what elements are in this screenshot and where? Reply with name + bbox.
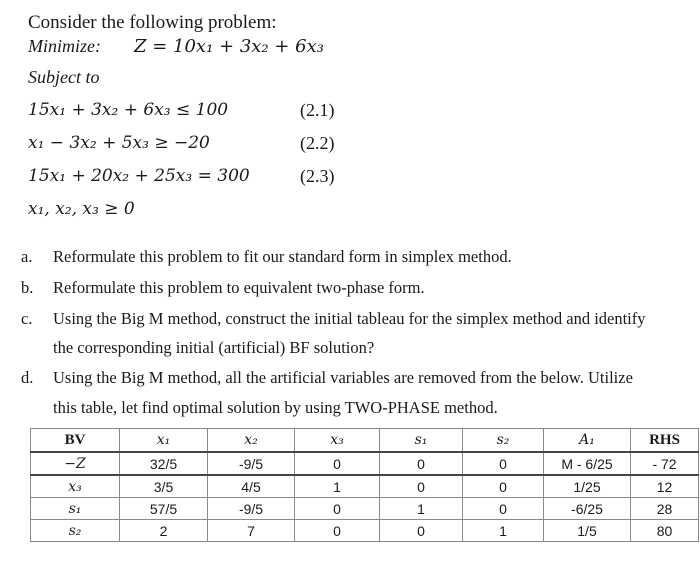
row-basic-variable: s₁ [31, 498, 120, 520]
table-cell: 1 [295, 475, 380, 498]
constraint-3: 15x₁ + 20x₂ + 25x₃ = 300 [28, 166, 250, 186]
part-c-text-line1: Using the Big M method, construct the initial tableau for the simplex method and identify [53, 309, 646, 328]
table-cell: 0 [380, 452, 463, 475]
table-cell: 2 [120, 520, 208, 542]
header-bv: BV [31, 429, 120, 453]
table-cell: 0 [295, 498, 380, 520]
constraint-2-label: (2.2) [300, 133, 335, 153]
header-s2: s₂ [463, 429, 544, 453]
table-cell: -9/5 [208, 452, 295, 475]
table-cell: 32/5 [120, 452, 208, 475]
table-cell: - 72 [631, 452, 699, 475]
table-cell: 12 [631, 475, 699, 498]
minimize-label: Minimize: [28, 36, 101, 56]
header-x3: x₃ [295, 429, 380, 453]
part-a-text: Reformulate this problem to fit our standard form in simplex method. [53, 247, 512, 266]
table-cell: 3/5 [120, 475, 208, 498]
table-cell: 0 [295, 520, 380, 542]
table-cell: 0 [380, 520, 463, 542]
part-d-text-line1: Using the Big M method, all the artificial variables are removed from the below. Utilize [53, 368, 633, 387]
table-cell: 1/5 [544, 520, 631, 542]
objective-function: Z = 10x₁ + 3x₂ + 6x₃ [134, 36, 324, 57]
tableau-header-row [31, 429, 699, 453]
table-cell: -9/5 [208, 498, 295, 520]
part-d-text-line2: this table, let find optimal solution by using TWO-PHASE method. [53, 398, 498, 417]
table-cell: 80 [631, 520, 699, 542]
table-cell: -6/25 [544, 498, 631, 520]
table-cell: M - 6/25 [544, 452, 631, 475]
nonnegativity-constraint: x₁, x₂, x₃ ≥ 0 [28, 199, 135, 219]
table-row [31, 452, 699, 475]
header-rhs: RHS [631, 429, 699, 453]
table-row [31, 475, 699, 498]
part-c-text-line2: the corresponding initial (artificial) BF solution? [53, 338, 375, 357]
problem-intro: Consider the following problem: [28, 12, 277, 33]
table-cell: 0 [463, 452, 544, 475]
table-cell: 0 [463, 475, 544, 498]
constraint-1-label: (2.1) [300, 100, 335, 120]
table-cell: 0 [295, 452, 380, 475]
table-cell: 0 [463, 498, 544, 520]
subject-to-label: Subject to [28, 67, 100, 87]
part-d-mark: d. [21, 368, 34, 387]
part-c-mark: c. [21, 309, 33, 328]
header-x2: x₂ [208, 429, 295, 453]
table-cell: 1 [463, 520, 544, 542]
table-cell: 4/5 [208, 475, 295, 498]
header-a1: A₁ [544, 429, 631, 453]
table-row [31, 520, 699, 542]
part-b-text: Reformulate this problem to equivalent two-phase form. [53, 278, 425, 297]
constraint-2: x₁ − 3x₂ + 5x₃ ≥ −20 [28, 133, 210, 153]
table-cell: 57/5 [120, 498, 208, 520]
table-cell: 1 [380, 498, 463, 520]
constraint-3-label: (2.3) [300, 166, 335, 186]
part-b-mark: b. [21, 278, 34, 297]
row-basic-variable: s₂ [31, 520, 120, 542]
simplex-tableau [30, 428, 699, 542]
table-cell: 0 [380, 475, 463, 498]
row-basic-variable: x₃ [31, 475, 120, 498]
part-a-mark: a. [21, 247, 33, 266]
table-row [31, 498, 699, 520]
row-basic-variable: −Z [31, 452, 120, 475]
table-cell: 1/25 [544, 475, 631, 498]
table-cell: 7 [208, 520, 295, 542]
header-x1: x₁ [120, 429, 208, 453]
header-s1: s₁ [380, 429, 463, 453]
table-cell: 28 [631, 498, 699, 520]
constraint-1: 15x₁ + 3x₂ + 6x₃ ≤ 100 [28, 100, 229, 120]
